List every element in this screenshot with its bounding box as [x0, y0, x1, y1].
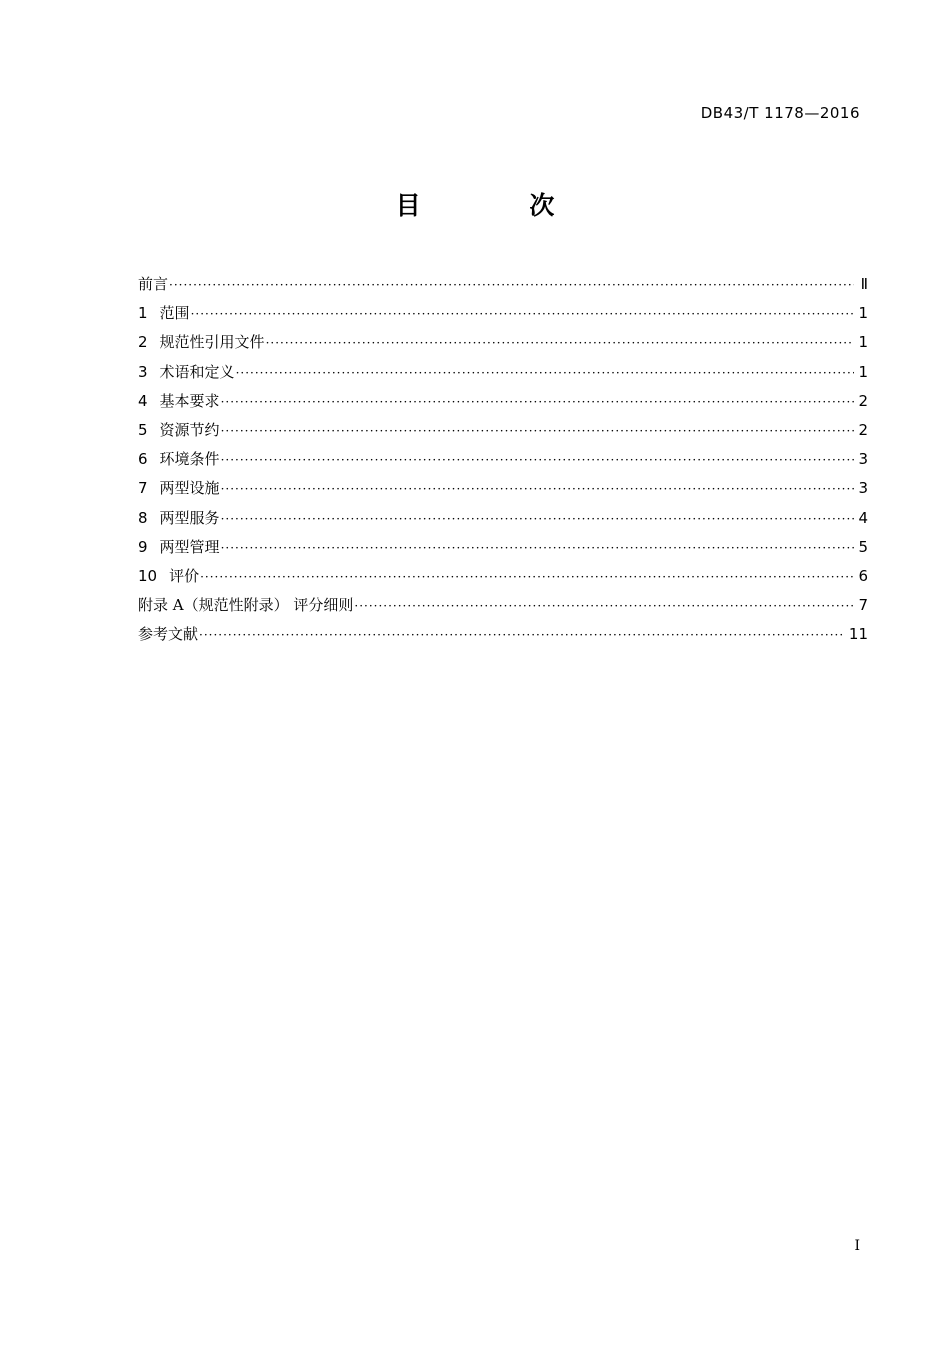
toc-entry-page: 4 [858, 508, 868, 527]
toc-dot-leader [221, 388, 854, 417]
toc-entry-page: 6 [858, 566, 868, 585]
toc-entry-label: 10 评价 [138, 562, 199, 591]
toc-dot-leader [266, 329, 854, 358]
toc-entry-page: 1 [858, 304, 868, 323]
toc-entry-number: 1 [138, 304, 148, 323]
toc-entry-label: 4 基本要求 [138, 387, 220, 416]
toc-entry-environment[interactable] [138, 445, 868, 474]
toc-dot-leader [221, 505, 854, 534]
toc-dot-leader [169, 271, 854, 300]
toc-entry-management[interactable] [138, 533, 868, 562]
toc-entry-page: 11 [848, 625, 868, 644]
table-of-contents [138, 270, 868, 649]
toc-entry-page: 2 [858, 420, 868, 439]
toc-entry-label: 3 术语和定义 [138, 358, 235, 387]
toc-entry-label: 9 两型管理 [138, 533, 220, 562]
toc-entry-normative-references[interactable] [138, 328, 868, 357]
toc-dot-leader [354, 592, 854, 621]
toc-entry-number: 3 [138, 362, 148, 381]
toc-entry-label: 参考文献 [138, 625, 199, 644]
toc-entry-page: 1 [858, 362, 868, 381]
toc-entry-terms[interactable] [138, 358, 868, 387]
toc-dot-leader [200, 563, 854, 592]
toc-entry-page: 3 [858, 450, 868, 469]
toc-entry-bibliography[interactable] [138, 620, 868, 649]
toc-dot-leader [199, 621, 845, 650]
toc-entry-label: 附录 A（规范性附录） 评分细则 [138, 596, 354, 615]
toc-entry-label: 2 规范性引用文件 [138, 328, 265, 357]
toc-dot-leader [221, 446, 854, 475]
page-number: I [854, 1238, 860, 1254]
toc-entry-page: 1 [858, 333, 868, 352]
toc-dot-leader [221, 475, 854, 504]
toc-entry-label: 5 资源节约 [138, 416, 220, 445]
toc-entry-number: 5 [138, 420, 148, 439]
toc-entry-number: 4 [138, 391, 148, 410]
toc-entry-label: 6 环境条件 [138, 445, 220, 474]
toc-entry-preface[interactable] [138, 270, 868, 299]
document-number: DB43/T 1178—2016 [700, 104, 860, 122]
toc-entry-page: 3 [858, 479, 868, 498]
toc-entry-number: 6 [138, 450, 148, 469]
toc-entry-label: 7 两型设施 [138, 474, 220, 503]
toc-entry-evaluation[interactable] [138, 562, 868, 591]
toc-dot-leader [221, 534, 854, 563]
toc-entry-page: 5 [858, 537, 868, 556]
toc-entry-number: 9 [138, 537, 148, 556]
toc-entry-number: 10 [138, 566, 158, 585]
toc-entry-label: 前言 [138, 275, 169, 293]
toc-entry-page: 7 [858, 596, 868, 615]
toc-dot-leader [191, 300, 854, 329]
toc-entry-services[interactable] [138, 504, 868, 533]
toc-dot-leader [236, 359, 854, 388]
page-title: 目 次 [395, 191, 605, 220]
toc-entry-number: 8 [138, 508, 148, 527]
toc-entry-number: 2 [138, 333, 148, 352]
toc-entry-scope[interactable] [138, 299, 868, 328]
toc-entry-resource-saving[interactable] [138, 416, 868, 445]
toc-entry-label: 8 两型服务 [138, 504, 220, 533]
toc-entry-label: 1 范围 [138, 299, 190, 328]
toc-entry-page: Ⅱ [860, 275, 868, 293]
toc-entry-appendix-a[interactable] [138, 591, 868, 620]
toc-entry-page: 2 [858, 391, 868, 410]
toc-dot-leader [221, 417, 854, 446]
toc-entry-basic-requirements[interactable] [138, 387, 868, 416]
toc-entry-facilities[interactable] [138, 474, 868, 503]
toc-entry-number: 7 [138, 479, 148, 498]
